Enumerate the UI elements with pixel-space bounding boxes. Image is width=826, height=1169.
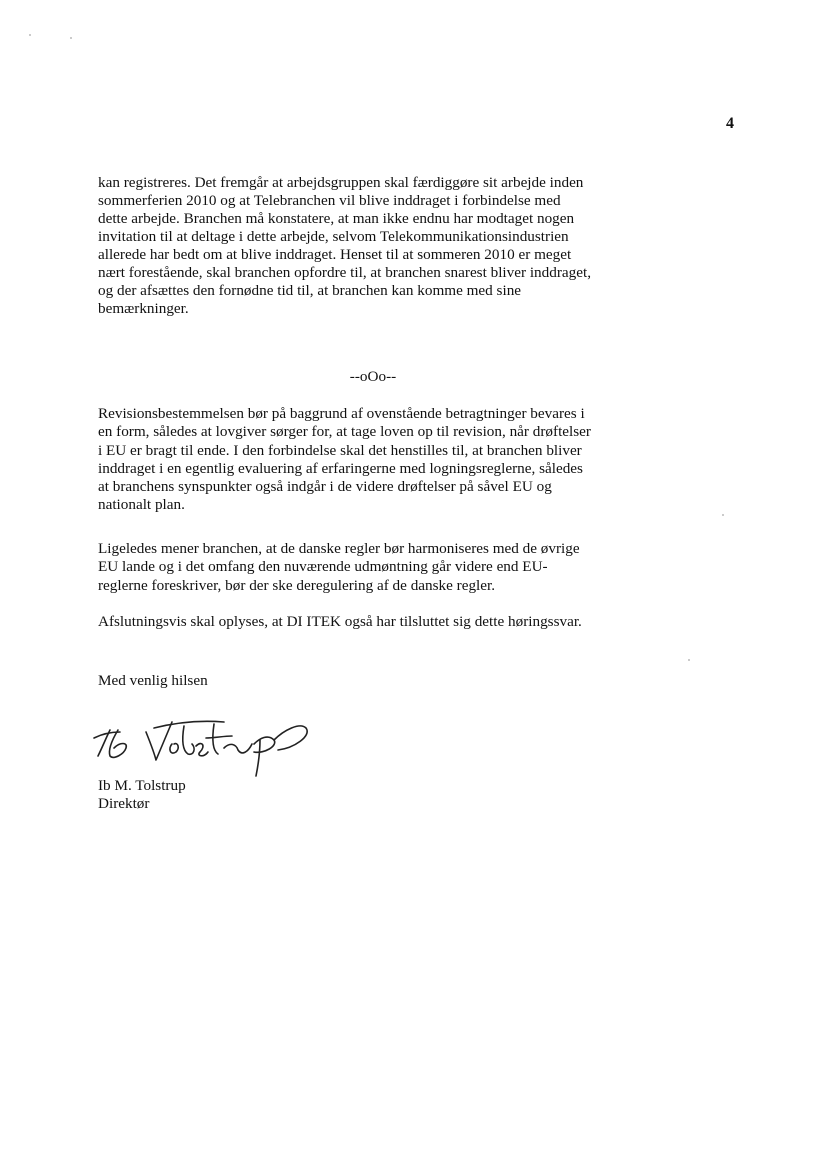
text-line: allerede har bedt om at blive inddraget. Henset til at sommeren 2010 er meget [98, 246, 572, 263]
page-number: 4 [726, 115, 734, 132]
text-line: at branchens synspunkter også indgår i de videre drøftelser på såvel EU og [98, 478, 552, 496]
text-line: kan registreres. Det fremgår at arbejdsgruppen skal færdiggøre sit arbejde inden [98, 174, 584, 191]
scan-speck [688, 659, 690, 661]
text-line: EU lande og i det omfang den nuværende udmøntning går videre end EU- [98, 558, 548, 576]
text-line: og der afsættes den fornødne tid til, at branchen kan komme med sine [98, 282, 522, 299]
text-line: en form, således at lovgiver sørger for, at tage loven op til revision, når drøftelser [98, 423, 591, 441]
text-line: Ligeledes mener branchen, at de danske regler bør harmoniseres med de øvrige [98, 540, 580, 557]
text-line: Revisionsbestemmelsen bør på baggrund af ovenstående betragtninger bevares i [98, 405, 585, 422]
signer-title: Direktør [98, 795, 150, 813]
section-separator: --oOo-- [349, 368, 397, 385]
text-line: nært forestående, skal branchen opfordre til, at branchen snarest bliver inddraget, [98, 264, 591, 281]
scan-speck [29, 34, 31, 36]
signer-block [98, 777, 186, 814]
text-line: bemærkninger. [98, 300, 189, 317]
scan-speck [70, 37, 72, 39]
signer-name: Ib M. Tolstrup [98, 777, 186, 794]
intro-paragraph [98, 174, 658, 318]
text-line: i EU er bragt til ende. I den forbindelse skal det henstilles til, at branchen bliver [98, 441, 582, 459]
handwritten-signature-icon [88, 712, 318, 782]
closing-paragraph [98, 613, 582, 631]
text-line: sommerferien 2010 og at Telebranchen vil blive inddraget i forbindelse med [98, 192, 561, 209]
text-line: invitation til at deltage i dette arbejde, selvom Telekommunikationsindustrien [98, 228, 569, 245]
text-line: dette arbejde. Branchen må konstatere, at man ikke endnu har modtaget nogen [98, 210, 575, 227]
text-line: Afslutningsvis skal oplyses, at DI ITEK også har tilsluttet sig dette høringssvar. [98, 613, 582, 630]
text-line: nationalt plan. [98, 496, 185, 514]
text-line: inddraget i en egentlig evaluering af erfaringerne med logningsreglerne, således [98, 459, 583, 477]
greeting: Med venlig hilsen [98, 672, 208, 689]
harmonization-paragraph [98, 540, 580, 595]
scan-speck [722, 514, 724, 516]
revision-paragraph [98, 405, 591, 515]
text-line: reglerne foreskriver, bør der ske deregulering af de danske regler. [98, 576, 496, 594]
